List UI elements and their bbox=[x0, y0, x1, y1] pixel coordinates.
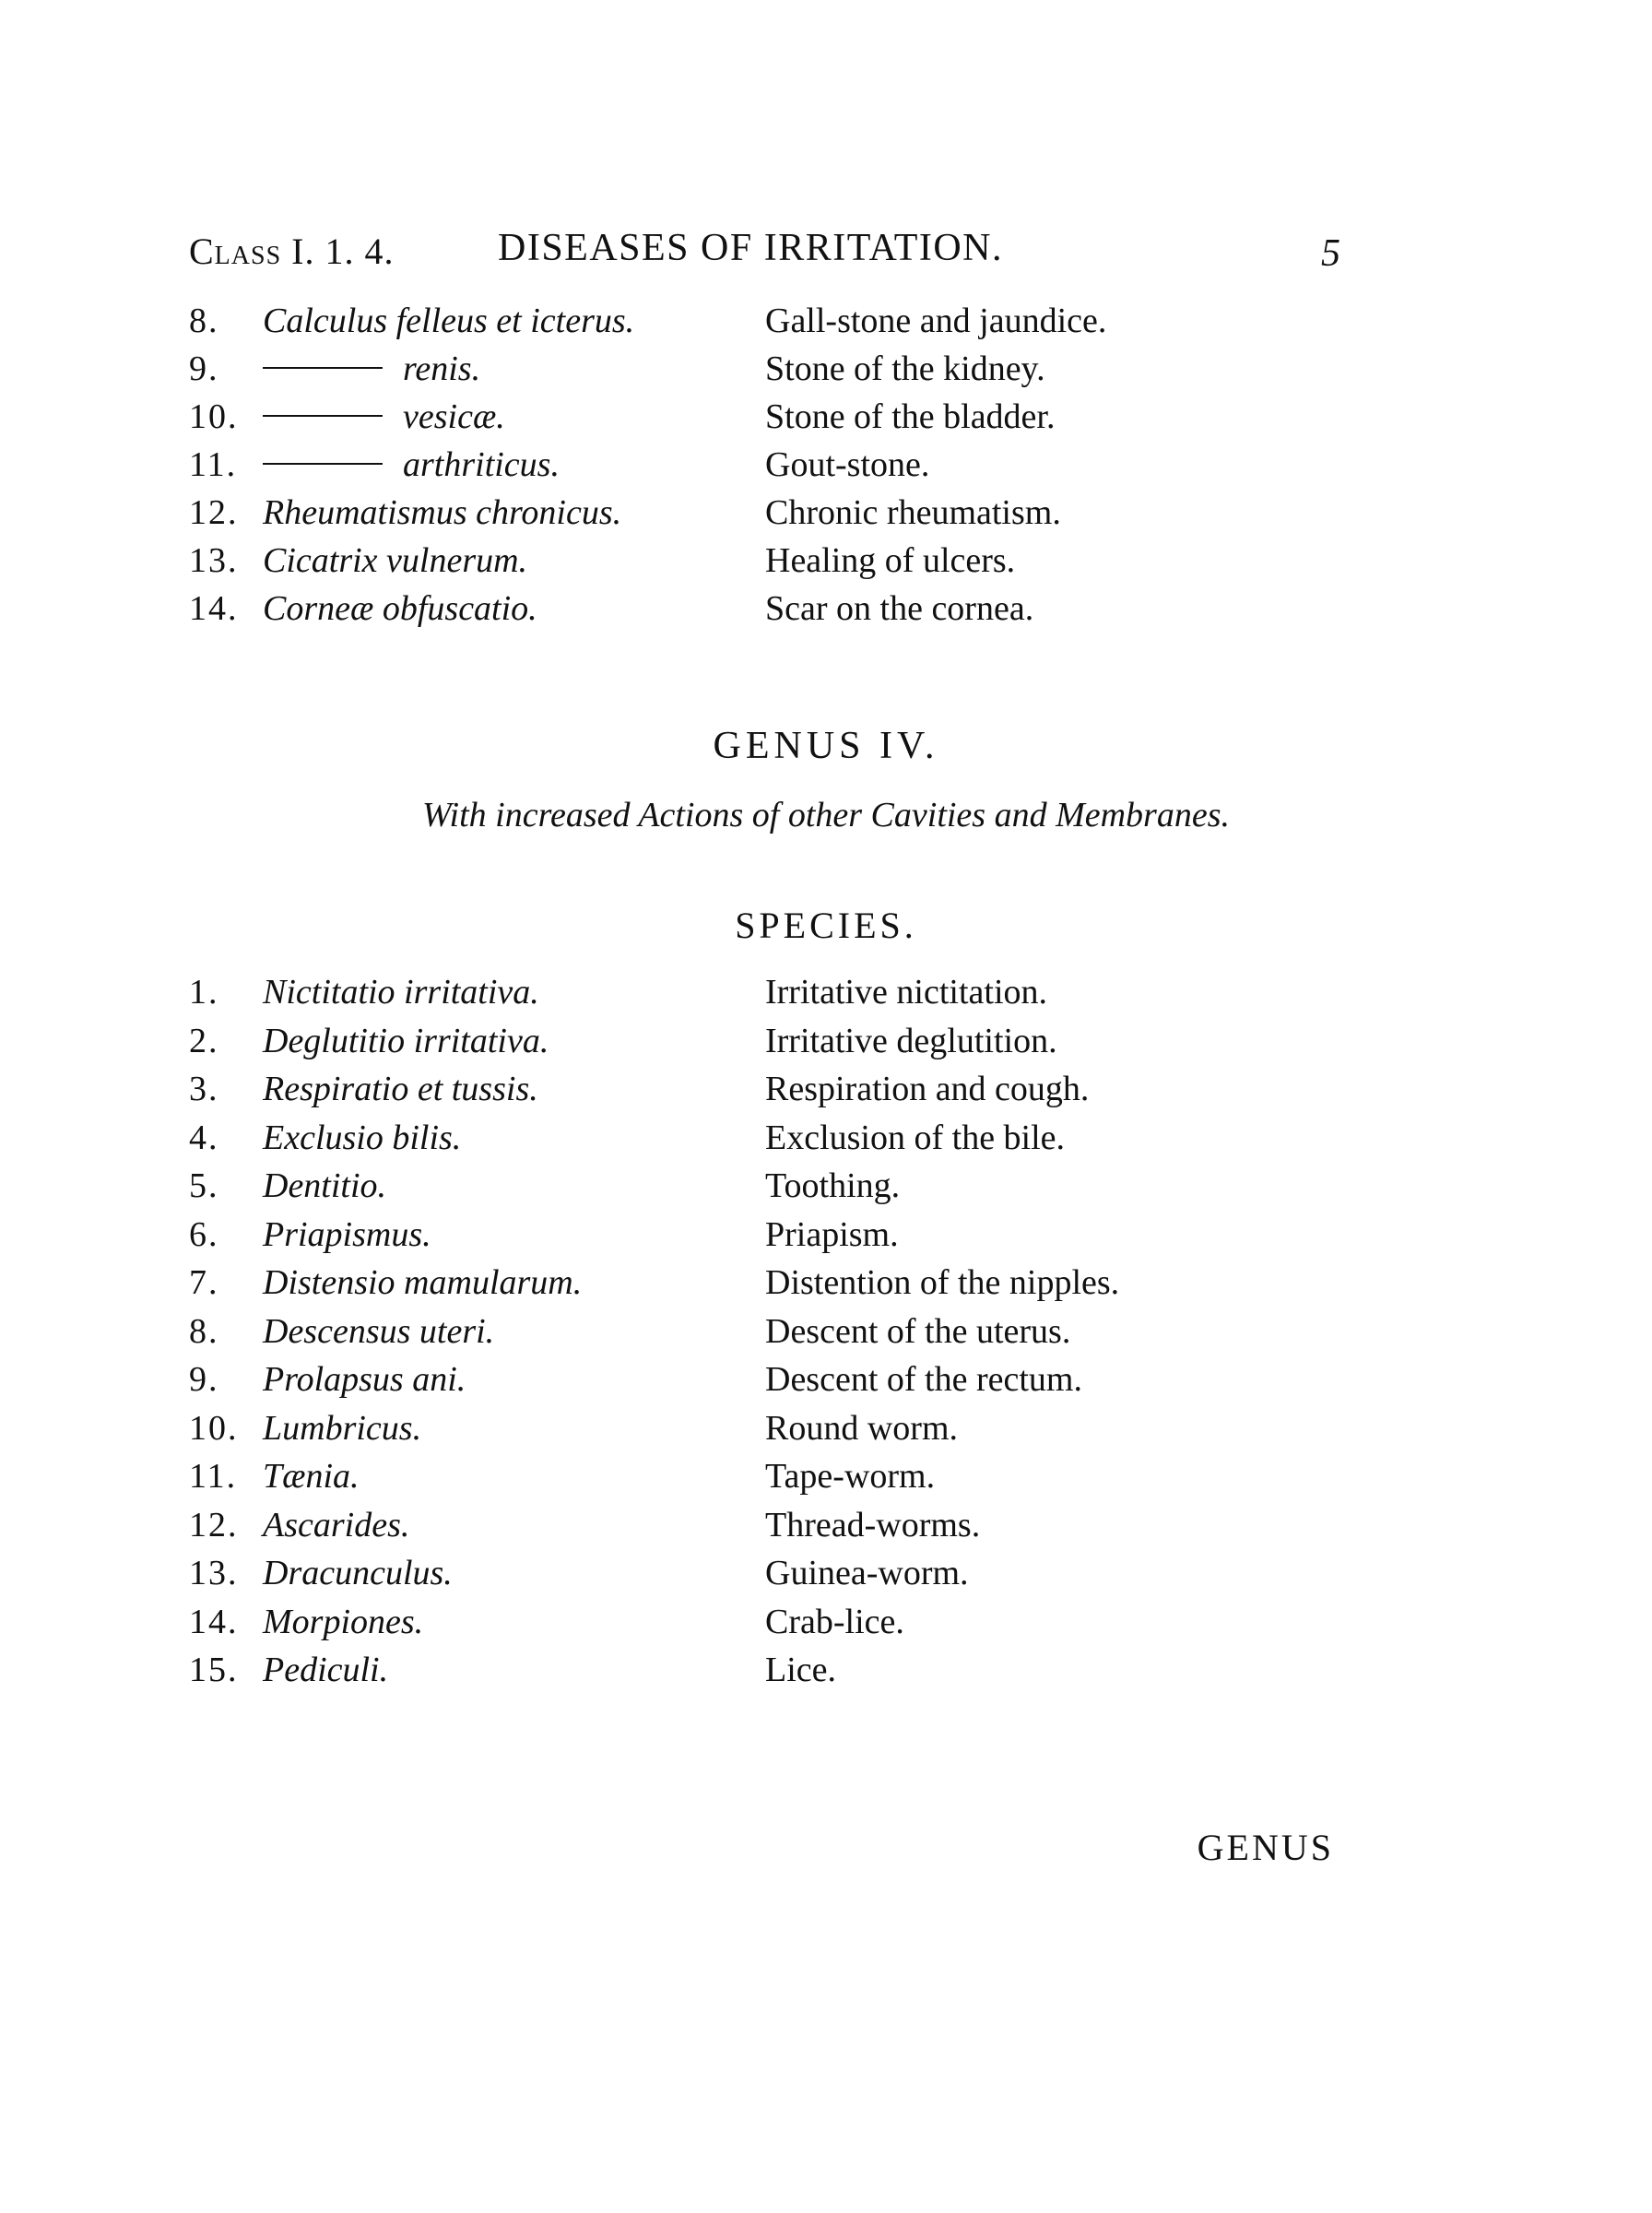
species-heading: SPECIES. bbox=[735, 905, 917, 946]
list-item bbox=[189, 1646, 1203, 1695]
latin-name: Deglutitio irritativa. bbox=[263, 1021, 549, 1060]
item-number: 14. bbox=[189, 589, 239, 628]
latin-name: Prolapsus ani. bbox=[263, 1360, 466, 1399]
latin-name: arthriticus. bbox=[403, 445, 560, 484]
english-name: Toothing. bbox=[765, 1166, 901, 1205]
class-label: Class I. 1. 4. bbox=[189, 231, 395, 272]
genus-heading: GENUS IV. bbox=[713, 725, 939, 767]
item-number: 13. bbox=[189, 1554, 239, 1592]
item-number: 14. bbox=[189, 1602, 239, 1641]
page-number: 5 bbox=[1321, 232, 1341, 275]
genus-subtitle: With increased Actions of other Cavities and Membranes. bbox=[421, 796, 1230, 834]
list-item bbox=[189, 1065, 1203, 1114]
latin-name: Rheumatismus chronicus. bbox=[263, 493, 622, 532]
english-name: Stone of the kidney. bbox=[765, 349, 1045, 388]
english-name: Crab-lice. bbox=[765, 1602, 904, 1641]
item-number: 12. bbox=[189, 493, 239, 532]
item-number: 6. bbox=[189, 1214, 219, 1254]
latin-name-with-ditto bbox=[263, 441, 560, 489]
item-number: 10. bbox=[189, 1408, 239, 1448]
latin-name: renis. bbox=[403, 349, 481, 388]
latin-name-with-ditto bbox=[263, 345, 480, 393]
latin-name: vesicæ. bbox=[403, 397, 505, 436]
english-name: Healing of ulcers. bbox=[765, 541, 1016, 580]
english-name: Tape-worm. bbox=[765, 1457, 936, 1496]
item-number: 1. bbox=[189, 973, 219, 1012]
item-number: 9. bbox=[189, 349, 219, 388]
list-item bbox=[189, 968, 1203, 1017]
list-item bbox=[189, 1549, 1203, 1598]
latin-name: Calculus felleus et icterus. bbox=[263, 302, 635, 340]
list-item bbox=[189, 1404, 1203, 1453]
latin-name: Morpiones. bbox=[263, 1602, 424, 1641]
english-name: Descent of the uterus. bbox=[765, 1311, 1071, 1351]
page-title: DISEASES OF IRRITATION. bbox=[498, 227, 1003, 269]
item-number: 9. bbox=[189, 1360, 219, 1399]
item-number: 3. bbox=[189, 1070, 219, 1108]
english-name: Gout-stone. bbox=[765, 445, 930, 484]
catchword: GENUS bbox=[1197, 1827, 1334, 1868]
item-number: 11. bbox=[189, 1457, 238, 1496]
running-head bbox=[189, 226, 1341, 281]
list-item bbox=[189, 297, 1203, 345]
english-name: Scar on the cornea. bbox=[765, 589, 1034, 628]
english-name: Gall-stone and jaundice. bbox=[765, 302, 1107, 340]
list-item bbox=[189, 1308, 1203, 1356]
list-item bbox=[189, 1501, 1203, 1550]
item-number: 8. bbox=[189, 302, 219, 340]
list-item bbox=[189, 1598, 1203, 1647]
english-name: Respiration and cough. bbox=[765, 1070, 1090, 1108]
list-item bbox=[189, 1211, 1203, 1260]
species-list-continued bbox=[189, 297, 1203, 633]
english-name: Lice. bbox=[765, 1651, 837, 1689]
item-number: 11. bbox=[189, 445, 238, 484]
latin-name: Exclusio bilis. bbox=[263, 1118, 462, 1157]
item-number: 8. bbox=[189, 1311, 219, 1351]
latin-name: Pediculi. bbox=[263, 1651, 389, 1689]
list-item bbox=[189, 1162, 1203, 1211]
ditto-dash bbox=[263, 415, 383, 417]
item-number: 10. bbox=[189, 397, 239, 436]
latin-name: Tænia. bbox=[263, 1457, 360, 1496]
english-name: Thread-worms. bbox=[765, 1505, 981, 1544]
list-item bbox=[189, 1355, 1203, 1404]
latin-name: Priapismus. bbox=[263, 1214, 431, 1254]
item-number: 4. bbox=[189, 1118, 219, 1157]
latin-name: Dracunculus. bbox=[263, 1554, 453, 1592]
english-name: Stone of the bladder. bbox=[765, 397, 1056, 436]
latin-name: Cicatrix vulnerum. bbox=[263, 541, 528, 580]
english-name: Round worm. bbox=[765, 1408, 958, 1448]
list-item bbox=[189, 393, 1203, 441]
list-item bbox=[189, 537, 1203, 585]
latin-name-with-ditto bbox=[263, 393, 505, 441]
english-name: Irritative nictitation. bbox=[765, 973, 1048, 1012]
item-number: 13. bbox=[189, 541, 239, 580]
list-item bbox=[189, 1017, 1203, 1066]
english-name: Irritative deglutition. bbox=[765, 1021, 1057, 1060]
item-number: 2. bbox=[189, 1021, 219, 1060]
english-name: Exclusion of the bile. bbox=[765, 1118, 1066, 1157]
list-item bbox=[189, 1259, 1203, 1308]
item-number: 15. bbox=[189, 1651, 239, 1689]
latin-name: Ascarides. bbox=[263, 1505, 410, 1544]
list-item bbox=[189, 1452, 1203, 1501]
ditto-dash bbox=[263, 367, 383, 369]
item-number: 5. bbox=[189, 1166, 219, 1205]
english-name: Chronic rheumatism. bbox=[765, 493, 1061, 532]
item-number: 7. bbox=[189, 1263, 219, 1302]
latin-name: Lumbricus. bbox=[263, 1408, 422, 1448]
list-item bbox=[189, 345, 1203, 393]
latin-name: Distensio mamularum. bbox=[263, 1263, 583, 1302]
latin-name: Respiratio et tussis. bbox=[263, 1070, 538, 1108]
list-item bbox=[189, 585, 1203, 633]
latin-name: Dentitio. bbox=[263, 1166, 387, 1205]
english-name: Descent of the rectum. bbox=[765, 1360, 1082, 1399]
latin-name: Descensus uteri. bbox=[263, 1311, 495, 1351]
list-item bbox=[189, 489, 1203, 537]
english-name: Guinea-worm. bbox=[765, 1554, 969, 1592]
list-item bbox=[189, 1114, 1203, 1163]
english-name: Priapism. bbox=[765, 1214, 899, 1254]
ditto-dash bbox=[263, 463, 383, 465]
list-item bbox=[189, 441, 1203, 489]
species-list bbox=[189, 968, 1203, 1695]
latin-name: Corneæ obfuscatio. bbox=[263, 589, 537, 628]
latin-name: Nictitatio irritativa. bbox=[263, 973, 539, 1012]
english-name: Distention of the nipples. bbox=[765, 1263, 1120, 1302]
item-number: 12. bbox=[189, 1505, 239, 1544]
